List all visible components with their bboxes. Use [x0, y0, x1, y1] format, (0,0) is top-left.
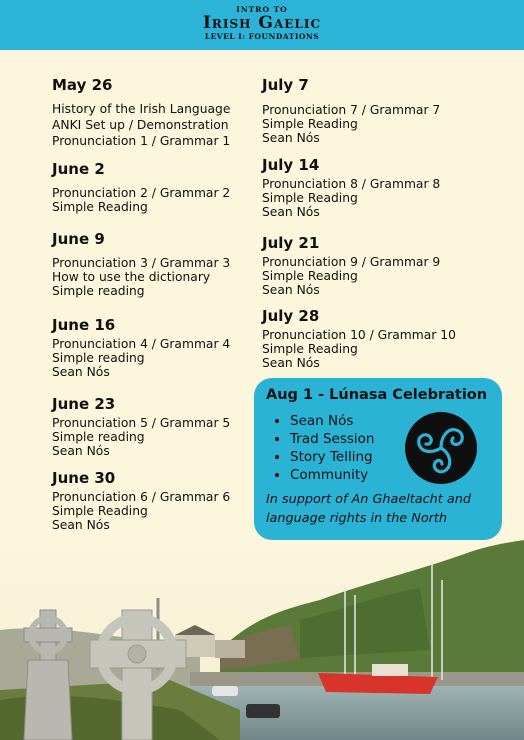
session-line: Simple reading [52, 430, 145, 444]
session-june-9 [52, 230, 230, 298]
session-july-14 [262, 156, 440, 219]
session-date: June 30 [52, 469, 116, 487]
session-date: May 26 [52, 76, 113, 94]
session-line: Pronunciation 5 / Grammar 5 [52, 416, 231, 430]
session-line: Simple Reading [262, 342, 358, 356]
session-may-26 [52, 76, 230, 148]
session-line: Sean Nós [262, 283, 320, 297]
session-july-21 [262, 234, 440, 297]
celebration-note-line: In support of An Ghaeltacht and [266, 492, 471, 507]
celebration-note [266, 490, 471, 528]
session-june-30 [52, 469, 230, 532]
session-line: Pronunciation 10 / Grammar 10 [262, 328, 456, 342]
celebration-item: • Community [290, 466, 374, 484]
triskele-icon [404, 411, 478, 485]
session-june-2 [52, 160, 230, 214]
session-line: ANKI Set up / Demonstration [52, 118, 229, 132]
header-intro: INTRO TO [236, 5, 288, 14]
celebration-list [272, 412, 374, 484]
header-title: Irish Gaelic [202, 13, 322, 33]
session-date: July 7 [262, 76, 309, 94]
session-line: Pronunciation 9 / Grammar 9 [262, 255, 441, 269]
harbour-scene-image [0, 540, 524, 740]
session-line: Simple Reading [262, 191, 358, 205]
celebration-item: • Story Telling [290, 448, 374, 466]
celebration-item: • Sean Nós [290, 412, 374, 430]
session-date: June 16 [52, 316, 116, 334]
session-line: Simple Reading [52, 200, 148, 214]
session-line: Simple Reading [262, 117, 358, 131]
celebration-title: Aug 1 - Lúnasa Celebration [266, 387, 488, 403]
celebration-item: • Trad Session [290, 430, 374, 448]
session-june-16 [52, 316, 230, 379]
session-line: Pronunciation 3 / Grammar 3 [52, 256, 231, 270]
celebration-card [254, 378, 502, 540]
session-line: How to use the dictionary [52, 270, 211, 284]
session-line: Sean Nós [262, 205, 320, 219]
session-line: Simple Reading [52, 504, 148, 518]
session-line: Simple Reading [262, 269, 358, 283]
session-date: July 21 [262, 234, 320, 252]
session-june-23 [52, 395, 230, 458]
session-line: History of the Irish Language [52, 102, 231, 116]
celebration-note-line: language rights in the North [266, 511, 448, 526]
session-line: Pronunciation 6 / Grammar 6 [52, 490, 231, 504]
session-line: Pronunciation 1 / Grammar 1 [52, 134, 231, 148]
session-date: June 23 [52, 395, 116, 413]
session-date: July 14 [262, 156, 320, 174]
session-line: Pronunciation 7 / Grammar 7 [262, 103, 441, 117]
session-line: Sean Nós [262, 356, 320, 370]
header-level: LEVEL I: FOUNDATIONS [204, 32, 320, 41]
session-july-7 [262, 76, 440, 145]
session-july-28 [262, 307, 456, 370]
session-date: June 9 [52, 230, 105, 248]
session-line: Sean Nós [52, 365, 110, 379]
header-banner [0, 0, 524, 50]
session-line: Simple reading [52, 351, 145, 365]
session-line: Sean Nós [262, 131, 320, 145]
session-line: Sean Nós [52, 444, 110, 458]
session-date: June 2 [52, 160, 105, 178]
session-line: Pronunciation 8 / Grammar 8 [262, 177, 441, 191]
session-line: Pronunciation 2 / Grammar 2 [52, 186, 231, 200]
session-date: July 28 [262, 307, 320, 325]
session-line: Pronunciation 4 / Grammar 4 [52, 337, 231, 351]
harbour-scene-drawing [0, 540, 524, 740]
session-line: Simple reading [52, 284, 145, 298]
session-line: Sean Nós [52, 518, 110, 532]
